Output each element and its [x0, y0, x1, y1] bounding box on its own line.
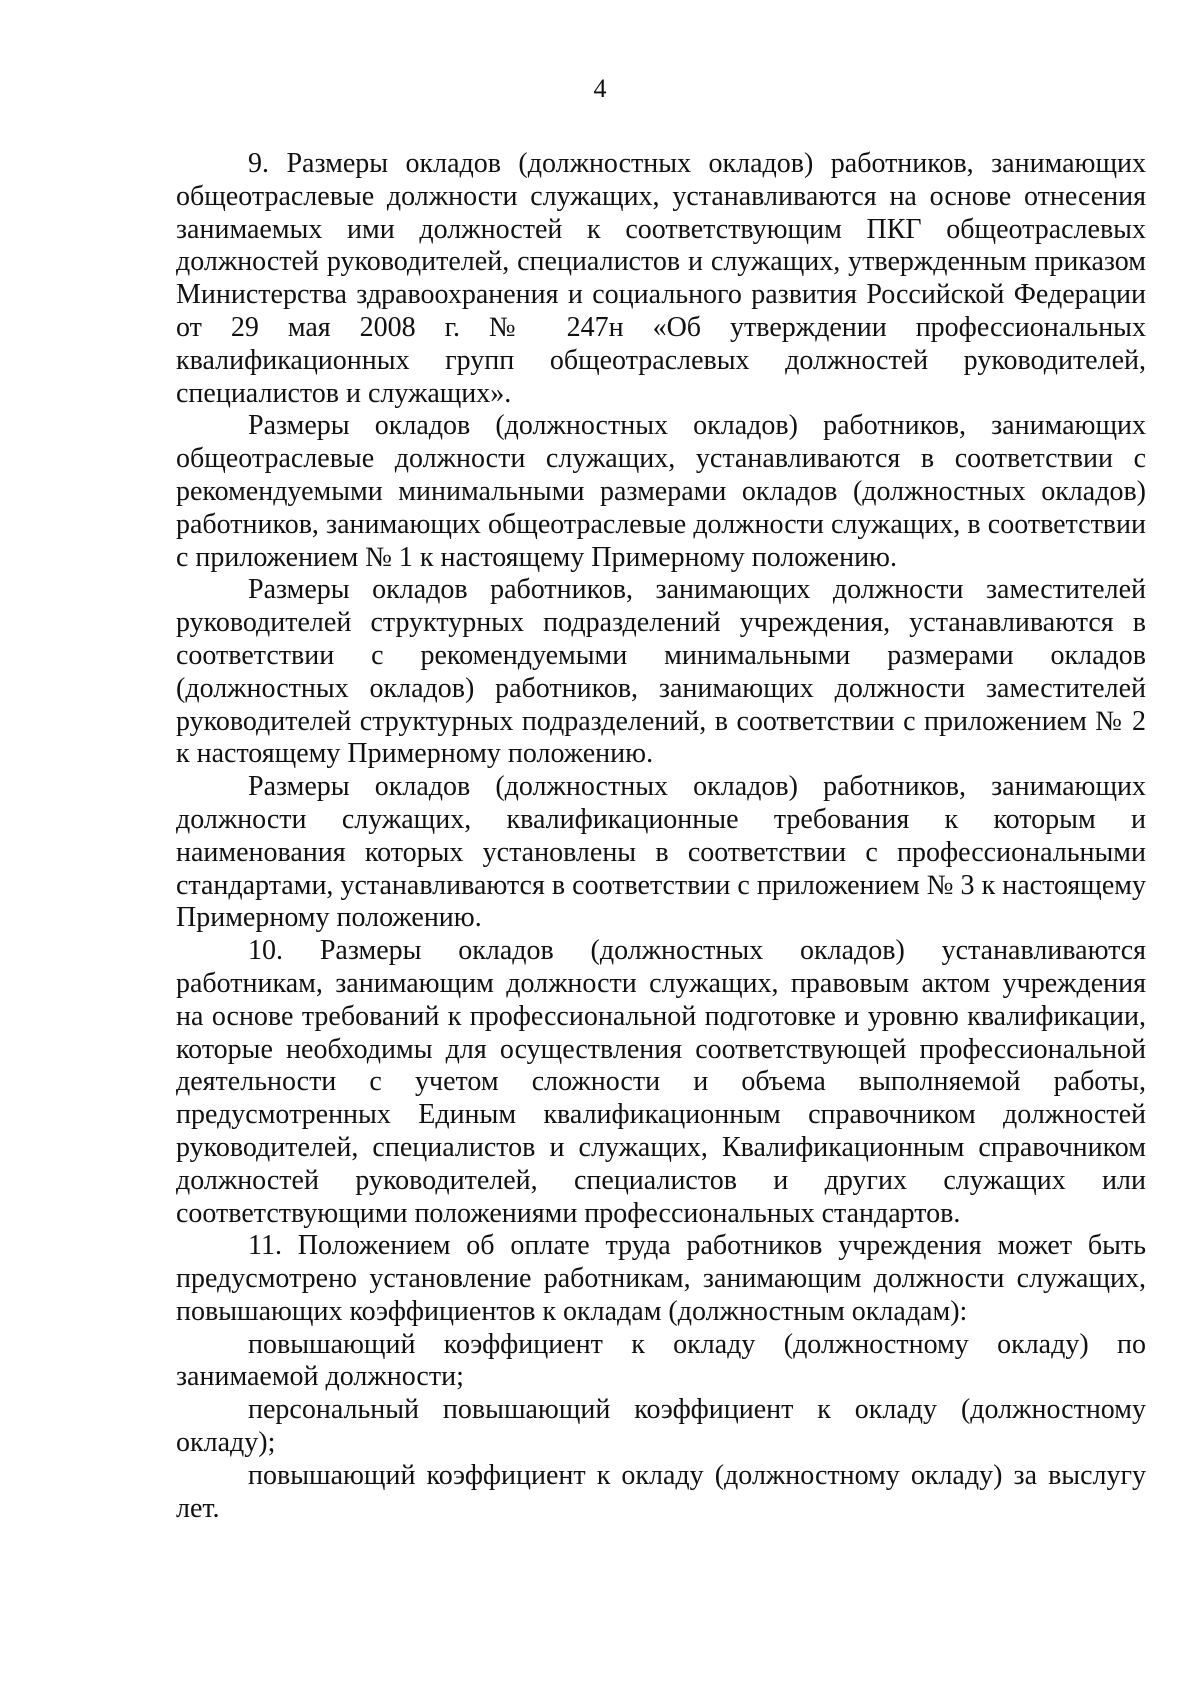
document-body	[176, 148, 1146, 1525]
coefficient-seniority: повышающий коэффициент к окладу (должностному окладу) за выслугу лет.	[176, 1459, 1146, 1524]
paragraph-9: 9. Размеры окладов (должностных окладов) работников, занимающих общеотраслевые должности служащих, устанавливаются на основе отнесения занимаемых ими должностей к соответствующим ПКГ общеотраслевых должностей руководителей, специалистов и служащих, утвержденным приказом Министерства здравоохранения и социального развития Российской Федерации от 29 мая 2008 г. № 247н «Об утверждении профессиональных квалификационных групп общеотраслевых должностей руководителей, специалистов и служащих».	[176, 148, 1146, 409]
coefficient-personal: персональный повышающий коэффициент к окладу (должностному окладу);	[176, 1394, 1146, 1459]
paragraph-9-general-positions: Размеры окладов (должностных окладов) работников, занимающих общеотраслевые должности служащих, устанавливаются в соответствии с рекомендуемыми минимальными размерами окладов (должностных окладов) работников, занимающих общеотраслевые должности служащих, в соответствии с приложением № 1 к настоящему Примерному положению.	[176, 410, 1146, 573]
coefficient-position: повышающий коэффициент к окладу (должностному окладу) по занимаемой должности;	[176, 1328, 1146, 1393]
paragraph-9-professional-standards: Размеры окладов (должностных окладов) работников, занимающих должности служащих, квалификационные требования к которым и наименования которых установлены в соответствии с профессиональными стандартами, устанавливаются в соответствии с приложением № 3 к настоящему Примерному положению.	[176, 771, 1146, 934]
page-number: 4	[593, 74, 607, 103]
paragraph-10: 10. Размеры окладов (должностных окладов) устанавливаются работникам, занимающим должности служащих, правовым актом учреждения на основе требований к профессиональной подготовке и уровню квалификации, которые необходимы для осуществления соответствующей профессиональной деятельности с учетом сложности и объема выполняемой работы, предусмотренных Единым квалификационным справочником должностей руководителей, специалистов и служащих, Квалификационным справочником должностей руководителей, специалистов и других служащих или соответствующими положениями профессиональных стандартов.	[176, 935, 1146, 1229]
paragraph-9-deputy-heads: Размеры окладов работников, занимающих должности заместителей руководителей структурных подразделений учреждения, устанавливаются в соответствии с рекомендуемыми минимальными размерами окладов (должностных окладов) работников, занимающих должности заместителей руководителей структурных подразделений, в соответствии с приложением № 2 к настоящему Примерному положению.	[176, 574, 1146, 770]
paragraph-11: 11. Положением об оплате труда работников учреждения может быть предусмотрено установление работникам, занимающим должности служащих, повышающих коэффициентов к окладам (должностным окладам):	[176, 1230, 1146, 1327]
